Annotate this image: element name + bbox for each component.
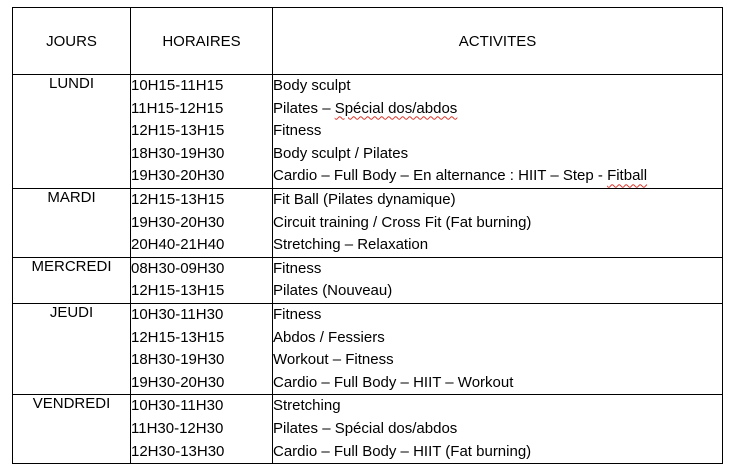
activity: Body sculpt / Pilates xyxy=(273,144,409,162)
activity: Stretching xyxy=(273,397,341,415)
time-slot: 18H30-19H30 xyxy=(131,144,225,162)
time-slot: 12H15-13H15 xyxy=(131,282,225,300)
schedule-table xyxy=(12,7,723,464)
day-name: LUNDI xyxy=(13,75,131,189)
time-slot: 10H30-11H30 xyxy=(131,397,224,415)
activity-text: Cardio – Full Body – En alternance : HIIT – Step - xyxy=(273,167,608,185)
activity: Fitness xyxy=(273,259,322,277)
time-slot: 19H30-20H30 xyxy=(131,373,225,391)
day-row-mercredi xyxy=(13,257,723,303)
time-slot: 08H30-09H30 xyxy=(131,259,225,277)
day-row-lundi xyxy=(13,75,723,189)
activity: Fitness xyxy=(273,122,322,140)
activity: Cardio – Full Body – HIIT (Fat burning) xyxy=(273,442,532,460)
time-cell xyxy=(131,188,273,257)
header-activity: ACTIVITES xyxy=(273,8,723,75)
activity: Fitness xyxy=(273,305,322,323)
activity: Fit Ball (Pilates dynamique) xyxy=(273,190,456,208)
activity: Body sculpt xyxy=(273,77,351,94)
activity: Workout – Fitness xyxy=(273,351,394,369)
header-day: JOURS xyxy=(13,8,131,75)
time-slot: 18H30-19H30 xyxy=(131,351,225,369)
time-slot: 12H15-13H15 xyxy=(131,328,225,346)
time-slot: 19H30-20H30 xyxy=(131,167,225,185)
activity: Pilates (Nouveau) xyxy=(273,282,393,300)
activity-cell xyxy=(273,188,723,257)
day-row-mardi xyxy=(13,188,723,257)
day-name: JEUDI xyxy=(13,303,131,394)
activity: Pilates – Spécial dos/abdos xyxy=(273,419,458,437)
activity xyxy=(273,98,722,121)
time-slot: 10H30-11H30 xyxy=(131,305,224,323)
activity: Circuit training / Cross Fit (Fat burning) xyxy=(273,213,532,231)
time-slot: 11H30-12H30 xyxy=(131,419,224,437)
header-time: HORAIRES xyxy=(131,8,273,75)
day-name: MARDI xyxy=(13,188,131,257)
day-name: VENDREDI xyxy=(13,395,131,464)
time-slot: 12H15-13H15 xyxy=(131,190,225,208)
activity: Stretching – Relaxation xyxy=(273,236,429,254)
time-cell xyxy=(131,395,273,464)
time-slot: 10H15-11H15 xyxy=(131,77,224,94)
activity xyxy=(273,165,722,188)
time-slot: 11H15-12H15 xyxy=(131,99,224,117)
time-slot: 19H30-20H30 xyxy=(131,213,225,231)
day-name: MERCREDI xyxy=(13,257,131,303)
day-row-vendredi xyxy=(13,395,723,464)
activity-text: Pilates – xyxy=(273,99,335,117)
spellcheck-flagged-text: Fitball xyxy=(607,167,648,185)
time-cell xyxy=(131,75,273,189)
activity: Cardio – Full Body – HIIT – Workout xyxy=(273,373,514,391)
activity-cell xyxy=(273,257,723,303)
activity-cell xyxy=(273,395,723,464)
activity-cell xyxy=(273,75,723,189)
time-slot: 12H15-13H15 xyxy=(131,122,225,140)
time-slot: 20H40-21H40 xyxy=(131,236,225,254)
time-cell xyxy=(131,303,273,394)
time-slot: 12H30-13H30 xyxy=(131,442,225,460)
spellcheck-flagged-text: Spécial dos/abdos xyxy=(334,99,458,117)
header-row xyxy=(13,8,723,75)
time-cell xyxy=(131,257,273,303)
activity-cell xyxy=(273,303,723,394)
day-row-jeudi xyxy=(13,303,723,394)
activity: Abdos / Fessiers xyxy=(273,328,385,346)
